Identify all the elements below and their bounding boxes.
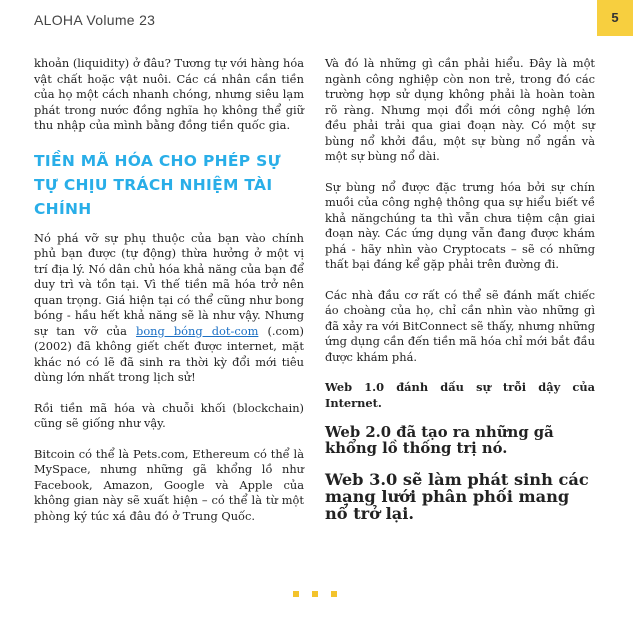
web2-statement: Web 2.0 đã tạo ra những gã khổng lồ thống trị nó. bbox=[325, 424, 554, 457]
paragraph-text: (.com) (2002) đã không giết chết được internet, mặt khác nó có lẽ đã sinh ra thời kỳ đổi mới tiêu dùng lớn nhất trong lịch sử! bbox=[34, 323, 305, 384]
left-paragraph-2 bbox=[34, 231, 304, 386]
left-paragraph-1: khoản (liquidity) ở đâu? Tương tự với hàng hóa vật chất hoặc vật nuôi. Các cá nhân cần tiền của họ một cách nhanh chóng, nhưng siêu lạm phát trong nước đồng nghĩa họ không thể giữ thu nhập của mình bằng đồng tiền quốc gia. bbox=[34, 56, 304, 132]
right-column bbox=[325, 56, 595, 537]
right-paragraph-3: Các nhà đầu cơ rất có thể sẽ đánh mất chiếc áo choàng của họ, chỉ cần nhìn vào những gì đã xảy ra với BitConnect sẽ thấy, nhưng những ứng dụng cần đến tiền mã hóa chỉ mới bắt đầu được khám phá. bbox=[325, 287, 595, 364]
paragraph-text: Nó phá vỡ sự phụ thuộc của bạn vào chính phủ bạn được (tự động) thừa hưởng ở một vị trí địa lý. Nó dân chủ hóa khả năng của bạn để duy trì và tồn tại. Vì thế tiền mã hóa trở nên quan trọng. Giá hiện tại có thể cũng như bong bóng - hầu hết khả năng sẽ là như vậy. Nhưng sự tan vỡ của bbox=[34, 230, 304, 338]
web3-statement: Web 3.0 sẽ làm phát sinh các mạng lưới phân phối mang nổ trở lại. bbox=[325, 470, 589, 523]
dotcom-bubble-link[interactable]: bong bóng dot-com bbox=[136, 323, 259, 338]
left-column bbox=[34, 56, 304, 539]
ornament-dot bbox=[331, 591, 337, 597]
running-header: ALOHA Volume 23 bbox=[34, 12, 156, 28]
page-number-badge: 5 bbox=[597, 0, 633, 36]
left-paragraph-3: Rồi tiền mã hóa và chuỗi khối (blockchain) cũng sẽ giống như vậy. bbox=[34, 400, 304, 430]
ornament-dot bbox=[293, 591, 299, 597]
right-paragraph-2: Sự bùng nổ được đặc trưng hóa bởi sự chín muồi của công nghệ thông qua sự hiểu biết về khả năngchúng ta thì vẫn chưa tiệm cận giai đoạn này. Các ứng dụng vẫn đang được khám phá - hãy nhìn vào Cryptocats – sẽ có những thất bại đáng kể gặp phải trên đường đi. bbox=[325, 179, 595, 271]
left-paragraph-4: Bitcoin có thể là Pets.com, Ethereum có thể là MySpace, nhưng những gã khổng lồ như Facebook, Amazon, Google và Apple của không gian này sẽ xuất hiện – có thể là từ một phòng ký túc xá đâu đó ở Trung Quốc. bbox=[34, 446, 304, 523]
page-ornament bbox=[293, 591, 337, 597]
ornament-dot bbox=[312, 591, 318, 597]
web1-statement: Web 1.0 đánh dấu sự trỗi dậy của Internet. bbox=[325, 380, 595, 410]
section-heading: TIỀN MÃ HÓA CHO PHÉP SỰ TỰ CHỊU TRÁCH NHIỆM TÀI CHÍNH bbox=[34, 151, 281, 218]
right-paragraph-1: Và đó là những gì cần phải hiểu. Đây là một ngành công nghiệp còn non trẻ, trong đó các trường hợp sử dụng không phải là hoàn toàn rõ ràng. Nhưng mọi đổi mới công nghệ lớn đều phải trải qua giai đoạn này. Có một sự bùng nổ khởi đầu, một sự bùng nổ ngắn và một sự bùng nổ dài. bbox=[325, 56, 595, 163]
